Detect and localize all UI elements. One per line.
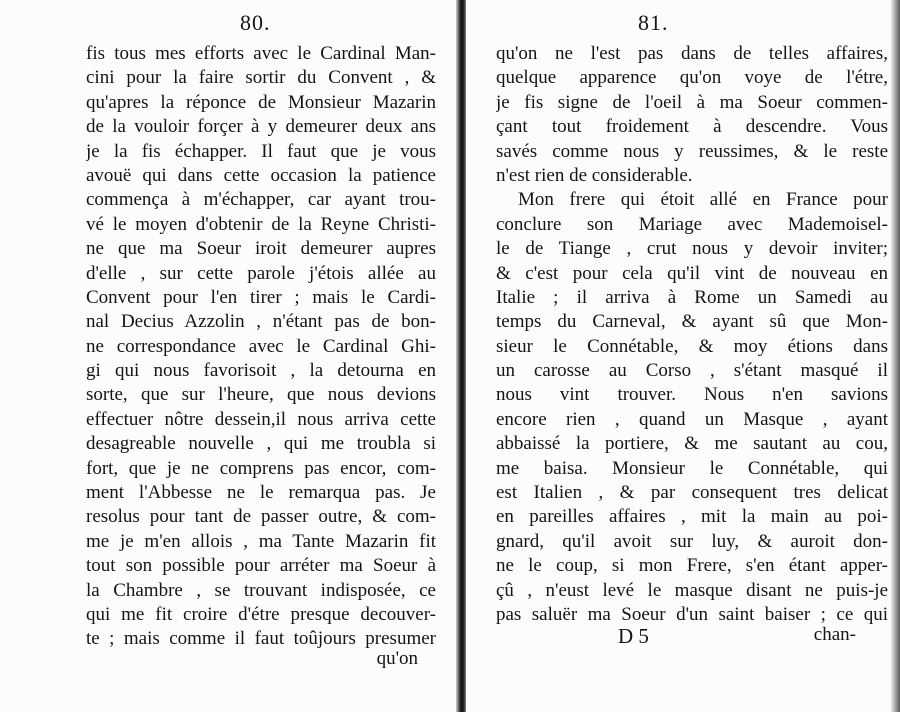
text-line: abbaissé la portiere, & me sautant au cou,	[496, 433, 888, 455]
text-line: de la vouloir forçer à y demeurer deux ans	[86, 116, 436, 138]
text-line: je fis signe de l'oeil à ma Soeur commen-	[496, 91, 888, 113]
text-line: en pareilles affaires , mit la main au poi-	[496, 506, 888, 528]
text-line: qui me fit croire d'étre presque decouver-	[86, 603, 436, 625]
text-line: conclure son Mariage avec Mademoisel-	[496, 213, 888, 235]
text-line: n'est rien de considerable.	[496, 164, 693, 186]
right-text-block	[496, 42, 888, 627]
text-line: çû , n'eust levé le masque disant ne puis-je	[496, 579, 888, 601]
text-line: pas saluër ma Soeur d'un saint baiser ; ce qui	[496, 603, 888, 625]
text-line: commença à m'échapper, car ayant trou-	[86, 189, 436, 211]
text-line: me je m'en allois , ma Tante Mazarin fit	[86, 530, 436, 552]
text-line: nal Decius Azzolin , n'étant pas de bon-	[86, 311, 436, 333]
text-line: gnard, qu'il avoit sur luy, & auroit don-	[496, 530, 888, 552]
text-line: d'elle , sur cette parole j'étois allée au	[86, 262, 436, 284]
page-number-left: 80.	[240, 10, 271, 35]
right-page	[466, 0, 900, 712]
text-line: me baisa. Monsieur le Connétable, qui	[496, 457, 888, 479]
text-line: çant tout froidement à descendre. Vous	[496, 116, 888, 138]
text-line: un carosse au Corso , s'étant masqué il	[496, 360, 888, 382]
text-line: quelque apparence qu'on voye de l'étre,	[496, 67, 888, 89]
page-edge-shadow	[890, 0, 900, 712]
text-line: cini pour la faire sortir du Convent , &	[86, 67, 436, 89]
catchword-left: qu'on	[376, 648, 418, 669]
text-line: ment l'Abbesse ne le remarqua pas. Je	[86, 482, 436, 504]
text-line: qu'on ne l'est pas dans de telles affaires,	[496, 43, 888, 64]
text-line: desagreable nouvelle , qui me troubla si	[86, 433, 436, 455]
text-line: la Chambre , se trouvant indisposée, ce	[86, 579, 436, 601]
text-line: sorte, que sur l'heure, que nous devions	[86, 384, 436, 406]
text-line: le de Tiange , crut nous y devoir inviter;	[496, 238, 888, 260]
text-line: encore rien , quand un Masque , ayant	[496, 408, 888, 430]
text-line: resolus pour tant de passer outre, & com-	[86, 506, 436, 528]
text-line: ne correspondance avec le Cardinal Ghi-	[86, 335, 436, 357]
text-line: temps du Carneval, & ayant sû que Mon-	[496, 311, 888, 333]
text-line: ne le coup, si mon Frere, s'en étant apper-	[496, 555, 888, 577]
text-line: nous vint trouver. Nous n'en savions	[496, 384, 888, 406]
catchword-right: chan-	[813, 624, 856, 645]
text-line: gi qui nous favorisoit , la detourna en	[86, 360, 436, 382]
text-line: Italie ; il arriva à Rome un Samedi au	[496, 286, 888, 308]
text-line: avouë qui dans cette occasion la patience	[86, 164, 436, 186]
left-text-block	[86, 42, 436, 652]
text-line: vé le moyen d'obtenir de la Reyne Christi-	[86, 213, 436, 235]
text-line: sieur le Connétable, & moy étions dans	[496, 335, 888, 357]
text-line: fis tous mes efforts avec le Cardinal Man-	[86, 43, 436, 64]
text-line: & c'est pour cela qu'il vint de nouveau en	[496, 262, 888, 284]
signature-mark: D 5	[618, 624, 649, 648]
text-line: Convent pour l'en tirer ; mais le Cardi-	[86, 286, 436, 308]
text-line: effectuer nôtre dessein,il nous arriva cette	[86, 408, 436, 430]
text-line: qu'apres la réponce de Monsieur Mazarin	[86, 91, 436, 113]
text-line: je la fis échapper. Il faut que je vous	[86, 140, 436, 162]
text-line: savés comme nous y reussimes, & le reste	[496, 140, 888, 162]
text-line: ne que ma Soeur iroit demeurer aupres	[86, 238, 436, 260]
text-line: tout son possible pour arréter ma Soeur à	[86, 555, 436, 577]
text-line: te ; mais comme il faut toûjours presumer	[86, 628, 436, 650]
text-line: est Italien , & par consequent tres delicat	[496, 482, 888, 504]
text-line: Mon frere qui étoit allé en France pour	[518, 189, 888, 211]
text-line: fort, que je ne comprens pas encor, com-	[86, 457, 436, 479]
page-number-right: 81.	[638, 10, 669, 35]
